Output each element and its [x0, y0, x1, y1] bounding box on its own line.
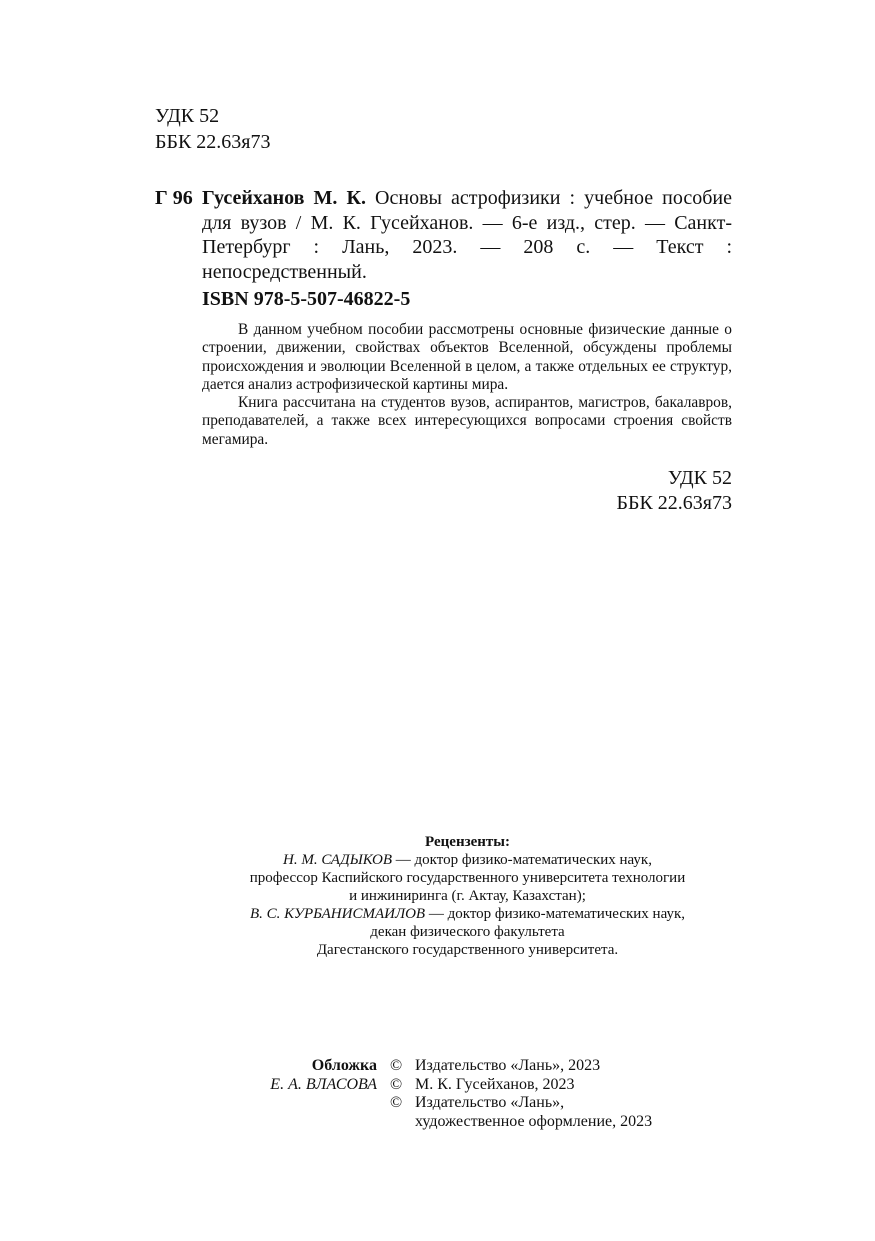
- udk-code: УДК 52: [155, 105, 220, 127]
- udk-code: УДК 52: [667, 467, 732, 489]
- udk-block-top: [155, 103, 271, 155]
- reviewer-2-affiliation: Дагестанского государственного университета.: [316, 942, 619, 958]
- copyright-icon: ©: [390, 1094, 403, 1111]
- copyright-design-cont: художественное оформление, 2023: [415, 1112, 653, 1130]
- bibliographic-record: [202, 186, 732, 284]
- copyright-icon: ©: [390, 1075, 403, 1093]
- reviewer-1-title: — доктор физико-математических наук,: [392, 852, 652, 868]
- reviewer-2-position: декан физического факультета: [370, 924, 565, 940]
- bbk-code: ББК 22.63я73: [155, 131, 271, 153]
- udk-block-bottom: [500, 466, 732, 516]
- reviewer-1-affiliation: профессор Каспийского государственного университета технологии: [249, 870, 686, 886]
- annotation: [202, 321, 732, 449]
- reviewer-2: [180, 905, 755, 923]
- cover-artist: Е. А. ВЛАСОВА: [270, 1075, 377, 1093]
- isbn: ISBN 978-5-507-46822-5: [202, 288, 411, 310]
- author-sign: Г 96: [155, 187, 193, 209]
- reviewers-block: [180, 833, 755, 959]
- reviewer-2-title: — доктор физико-математических наук,: [425, 906, 686, 922]
- annotation-paragraph: В данном учебном пособии рассмотрены основные физические данные о строении, движении, свойствах объектов Вселенной, обсуждены проблемы происхождения и эволюции Вселенной в целом, а также отдельных ее структур, дается анализ астрофизической картины мира.: [202, 321, 732, 393]
- copyright-icon: ©: [390, 1057, 403, 1074]
- copyright-design: Издательство «Лань»,: [415, 1094, 565, 1111]
- copyright-symbols: [390, 1057, 410, 1113]
- cover-label: Обложка: [311, 1057, 377, 1074]
- author-name: Гусейханов М. К.: [202, 187, 366, 209]
- reviewer-1-affiliation-cont: и инжиниринга (г. Актау, Казахстан);: [349, 888, 586, 904]
- bibliographic-description: Основы астрофизики : учебное пособие для вузов / М. К. Гусейханов. — 6-е изд., стер. — Санкт-Петербург : Лань, 2023. — 208 с. — Текст : непосредственный.: [202, 187, 733, 283]
- copyright-publisher: Издательство «Лань», 2023: [415, 1057, 601, 1074]
- reviewers-heading: Рецензенты:: [425, 834, 510, 850]
- reviewer-1-name: Н. М. САДЫКОВ: [283, 852, 393, 868]
- reviewer-2-name: В. С. КУРБАНИСМАИЛОВ: [249, 906, 426, 922]
- reviewer-1: [180, 851, 755, 869]
- bbk-code: ББК 22.63я73: [616, 492, 732, 514]
- cover-credit: [180, 1057, 377, 1094]
- annotation-paragraph: Книга рассчитана на студентов вузов, аспирантов, магистров, бакалавров, преподавателей, а также всех интересующихся вопросами строения свойств мегамира.: [202, 394, 732, 448]
- copyright-notices: [415, 1057, 735, 1131]
- copyright-author: М. К. Гусейханов, 2023: [415, 1075, 575, 1093]
